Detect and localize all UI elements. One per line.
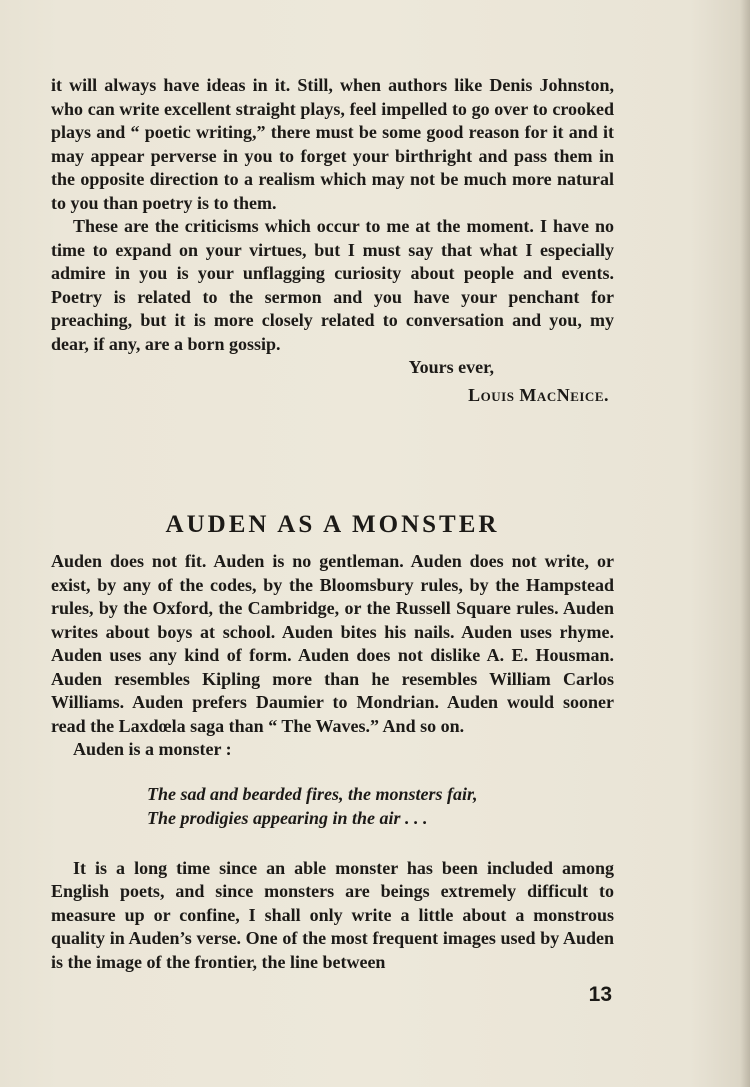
- verse-line-1: The sad and bearded fires, the monsters fair,: [147, 783, 478, 804]
- letter-paragraph-2: These are the criticisms which occur to me at the moment. I have no time to expand on your virtues, but I must say that what I especially admire in you is your unflagging curiosity about people and events. Poetry is related to the sermon and you have your penchant for preaching, but it is more closely related to conversation and you, my dear, if any, are a born gossip.: [51, 216, 614, 354]
- verse-quotation: [147, 782, 614, 830]
- article-body: [51, 550, 614, 974]
- letter-closing: Yours ever,: [408, 357, 494, 377]
- letter-paragraph-1: it will always have ideas in it. Still, when authors like Denis Johnston, who can write excellent straight plays, feel impelled to go over to crooked plays and “ poetic writing,” there must be some good reason for it and it may appear perverse in you to forget your birthright and pass them in the opposite direction to a realism which may not be much more natural to you than poetry is to them.: [51, 75, 614, 213]
- article-paragraph-2: It is a long time since an able monster has been included among English poets, and since monsters are beings extremely difficult to measure up or confine, I shall only write a little about a monstrous quality in Auden’s verse. One of the most frequent images used by Auden is the image of the frontier, the line between: [51, 857, 614, 972]
- article-title: AUDEN AS A MONSTER: [165, 511, 500, 538]
- letter-signature: Louis MacNeice.: [468, 384, 609, 405]
- page-number: 13: [588, 983, 612, 1006]
- article-paragraph-1: Auden does not fit. Auden is no gentleman. Auden does not write, or exist, by any of the codes, by the Bloomsbury rules, by the Hampstead rules, by the Oxford, the Cambridge, or the Russell Square rules. Auden writes about boys at school. Auden bites his nails. Auden uses rhyme. Auden uses any kind of form. Auden does not dislike A. E. Housman. Auden resembles Kipling more than he resembles William Carlos Williams. Auden prefers Daumier to Mondrian. Auden would sooner read the Laxdœla saga than “ The Waves.” And so on.: [51, 551, 614, 736]
- article-intro-line: Auden is a monster :: [73, 739, 232, 759]
- letter-ending: [51, 74, 614, 407]
- verse-line-2: The prodigies appearing in the air . . .: [147, 807, 428, 828]
